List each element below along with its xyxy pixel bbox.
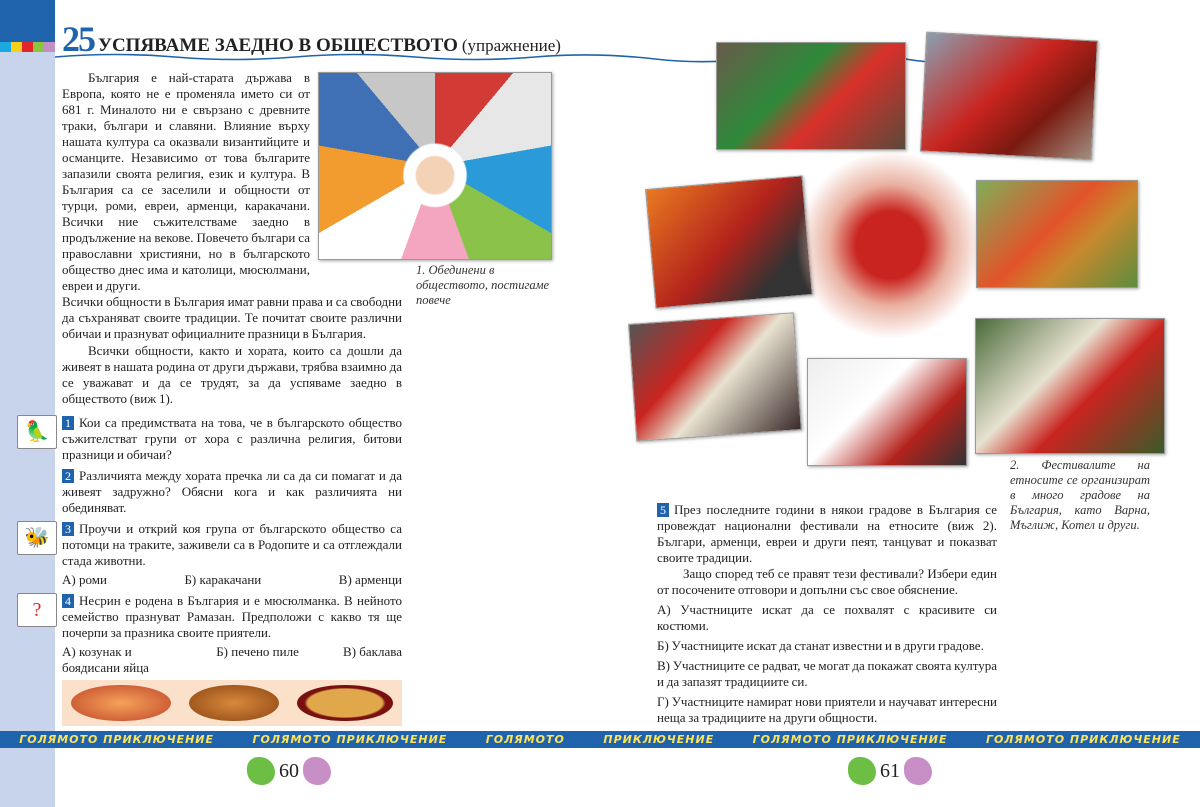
question-number: 1 <box>62 416 74 430</box>
side-band-top <box>0 0 55 42</box>
option-c: В) баклава <box>343 644 402 659</box>
baklava-image <box>297 685 393 722</box>
page-number-right <box>848 757 932 785</box>
question-3 <box>62 521 402 569</box>
question-4-block <box>32 593 402 676</box>
question-5-prompt: Защо според теб се правят тези фестивали? Избери един от посочените отговори и допълни със свое обяснение. <box>657 566 997 597</box>
color-stripes <box>0 42 55 52</box>
option-a: А) козунак и боядисани яйца <box>62 644 149 675</box>
banner-text: ГОЛЯМОТО ПРИКЛЮЧЕНИЕ <box>752 733 948 746</box>
question-number: 2 <box>62 469 74 483</box>
question-1-block <box>24 415 402 463</box>
option-a: А) Участниците искат да се похвалят с красивите си костюми. <box>657 602 997 633</box>
option-b: Б) Участниците искат да станат известни и в други градове. <box>657 638 984 653</box>
lesson-heading: УСПЯВАМЕ ЗАЕДНО В ОБЩЕСТВОТО <box>98 35 458 56</box>
option-a: А) роми <box>62 572 107 587</box>
respect-paragraph: Всички общности, както и хората, които са дошли да живеят в нашата родина от други държави, трябва взаимно да се уважават и да се трудят, за да успяваме заедно в обществото (виж 1). <box>62 343 402 406</box>
page-number: 61 <box>880 759 900 782</box>
banner-text: ГОЛЯМОТО ПРИКЛЮЧЕНИЕ <box>985 733 1181 746</box>
research-bee-icon: 🐝 <box>17 521 57 555</box>
photo-festival-stage <box>645 175 813 308</box>
question-4-options <box>62 644 402 676</box>
bulgaria-map-icon <box>247 757 275 785</box>
page-number: 60 <box>279 759 299 782</box>
question-1 <box>62 415 402 463</box>
lesson-number: 25 <box>62 19 94 59</box>
banner-text: ГОЛЯМОТО ПРИКЛЮЧЕНИЕ <box>19 733 215 746</box>
bulgaria-map-icon <box>303 757 331 785</box>
question-text: През последните години в някои градове в България се провеждат национални фестивали на етносите (виж 2). Българи, арменци, евреи и други пеят, танцуват и показват своите традиции. <box>657 502 997 565</box>
question-number: 3 <box>62 522 74 536</box>
bulgaria-map-icon <box>904 757 932 785</box>
option-d: Г) Участниците намират нови приятели и научават интересни неща за традициите на други общности. <box>657 694 997 725</box>
question-text: Несрин е родена в България и е мюсюлманка. В нейното семейство празнуват Рамазан. Предположи с какво тя ще почерпи за празника своите приятели. <box>62 593 402 640</box>
photo-spacer <box>310 70 402 266</box>
banner-text: ГОЛЯМОТО ПРИКЛЮЧЕНИЕ <box>252 733 448 746</box>
question-number: 5 <box>657 503 669 517</box>
question-text: Кои са предимствата на това, че в българското общество съжителстват групи от хора с различна религия, битови празници и обичаи? <box>62 415 402 462</box>
option-b: Б) печено пиле <box>216 644 299 659</box>
intro-paragraph: България е най-старата държава в Европа, която не е променяла името си от 681 г. Миналото ни е свързано с древните траки, българи и славяни. Влияние върху нашата култура са оказвали византийците и османците. Независимо от това българите запазили своята религия, език и култура. В България са се заселили и общности от турци, роми, евреи, арменци, каракачани. Всички ние съжителстваме заедно в продължение на векове. Повечето българи са православни християни, но в българското общество днес има и католици, мюсюлмани, евреи и други. <box>62 70 310 293</box>
question-text: Проучи и открий коя група от българското общество са потомци на траките, заживели са в Родопите и са отглеждали стада животни. <box>62 521 402 568</box>
photo-caption-1: 1. Обединени в обществото, постигаме повече <box>416 263 550 307</box>
kozunak-eggs-image <box>71 685 171 722</box>
rights-paragraph: Всички общности в България имат равни права и са свободни да съхраняват своите традиции. Те почитат своите различни обичаи и празнуват официалните празници в България. <box>62 294 402 341</box>
question-5 <box>657 502 997 566</box>
option-b: Б) каракачани <box>184 572 262 587</box>
characters-icon: 🦜 <box>17 415 57 449</box>
photo-festival-white-scarves <box>807 358 967 466</box>
question-4 <box>62 593 402 641</box>
question-text: Различията между хората пречка ли са да си помагат и да живеят задружно? Обясни кога и как различията ни обединяват. <box>62 468 402 515</box>
question-mark-icon: ? <box>17 593 57 627</box>
question-3-block <box>24 521 402 588</box>
side-band <box>0 0 55 807</box>
banner-text: ПРИКЛЮЧЕНИЕ <box>603 733 715 746</box>
photo-caption-2: 2. Фестивалите на етносите се организират в много градове на България, като Варна, Мъглиж, Котел и други. <box>1010 458 1150 532</box>
photo-festival-spinning-dancer <box>795 150 985 340</box>
photo-festival-dancer-red <box>920 32 1098 161</box>
photo-festival-dancer-green <box>716 42 906 150</box>
bulgaria-map-icon <box>848 757 876 785</box>
lesson-subtitle: (упражнение) <box>461 36 561 55</box>
photo-festival-tambourine <box>976 180 1138 288</box>
right-text-column <box>657 502 997 726</box>
question-3-options <box>62 572 402 588</box>
photo-festival-women <box>628 312 802 441</box>
banner-text: ГОЛЯМОТО <box>485 733 565 746</box>
adventure-banner <box>0 731 1200 748</box>
option-c: В) Участниците се радват, че могат да покажат своята култура и да запазят традициите си. <box>657 658 997 689</box>
page-number-left <box>247 757 331 785</box>
option-c: В) арменци <box>338 572 402 587</box>
roast-chicken-image <box>189 685 279 722</box>
question-number: 4 <box>62 594 74 608</box>
photo-festival-dance-couple <box>975 318 1165 454</box>
food-strip <box>62 680 402 726</box>
question-2-block <box>62 468 402 516</box>
intro-block <box>62 70 402 342</box>
question-2 <box>62 468 402 516</box>
left-text-column <box>24 70 402 726</box>
